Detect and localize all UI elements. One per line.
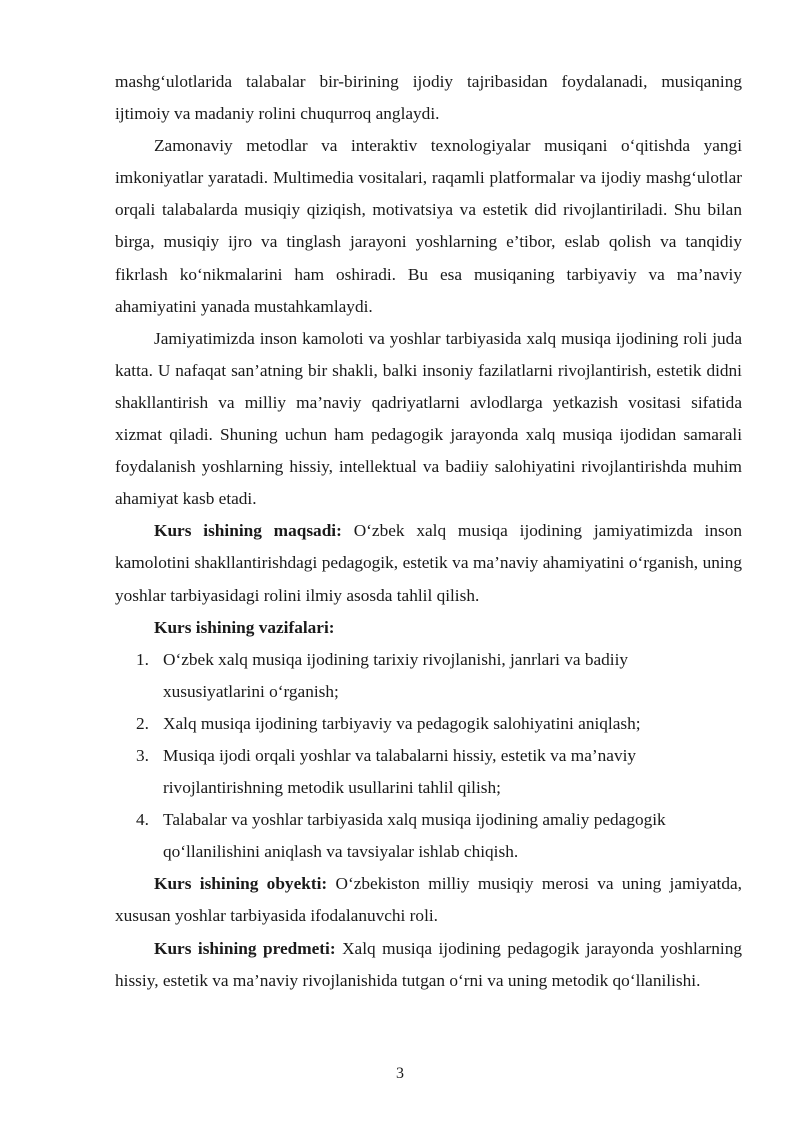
list-item bbox=[115, 708, 742, 740]
tasks-heading: Kurs ishining vazifalari: bbox=[154, 617, 335, 637]
goal-label: Kurs ishining maqsadi: bbox=[154, 521, 342, 541]
list-item-number: 2. bbox=[136, 713, 149, 733]
list-item-text: Xalq musiqa ijodining tarbiyaviy va pedagogik salohiyatini aniqlash; bbox=[163, 713, 641, 733]
subject-paragraph bbox=[115, 933, 742, 997]
list-item-text: Talabalar va yoshlar tarbiyasida xalq musiqa ijodining amaliy pedagogik qo‘llanilishini aniqlash va tavsiyalar ishlab chiqish. bbox=[163, 810, 666, 862]
object-text: O‘zbekiston milliy musiqiy merosi va uning jamiyatda, xususan yoshlar tarbiyasida ifodalanuvchi roli. bbox=[115, 874, 742, 926]
paragraph-continuation: mashg‘ulotlarida talabalar bir-birining ijodiy tajribasidan foydalanadi, musiqaning ijtimoiy va madaniy rolini chuqurroq anglaydi. bbox=[115, 72, 742, 124]
page-number: 3 bbox=[396, 1065, 404, 1082]
list-item-number: 4. bbox=[136, 810, 149, 830]
paragraph-folk-music-role: Jamiyatimizda inson kamoloti va yoshlar tarbiyasida xalq musiqa ijodining roli juda katta. U nafaqat san’atning bir shakli, balki insoniy fazilatlarni rivojlantirish, estetik didni shakllantirish va milliy ma’naviy qadriyatlarni avlodlarga yetkazish vositasi sifatida xizmat qiladi. Shuning uchun ham pedagogik jarayonda xalq musiqa ijodidan samarali foydalanish yoshlarning hissiy, intellektual va badiiy salohiyatini rivojlantirishda muhim ahamiyat kasb etadi. bbox=[115, 328, 742, 509]
list-item-text: O‘zbek xalq musiqa ijodining tarixiy rivojlanishi, janrlari va badiiy xususiyatlarini o‘rganish; bbox=[163, 649, 629, 701]
document-page bbox=[115, 66, 742, 997]
object-label: Kurs ishining obyekti: bbox=[154, 874, 328, 894]
list-item-number: 1. bbox=[136, 649, 149, 669]
subject-label: Kurs ishining predmeti: bbox=[154, 938, 336, 958]
subject-text: Xalq musiqa ijodining pedagogik jarayonda yoshlarning hissiy, estetik va ma’naviy rivojlanishida tutgan o‘rni va uning metodik qo‘llanilishi. bbox=[115, 938, 742, 990]
list-item-text: Musiqa ijodi orqali yoshlar va talabalarni hissiy, estetik va ma’naviy rivojlantirishning metodik usullarini tahlil qilish; bbox=[163, 745, 637, 798]
list-item bbox=[115, 740, 742, 804]
paragraph-modern-methods: Zamonaviy metodlar va interaktiv texnologiyalar musiqani o‘qitishda yangi imkoniyatlar yaratadi. Multimedia vositalari, raqamli platformalar va ijodiy mashg‘ulotlar orqali talabalarda musiqiy qiziqish, motivatsiya va estetik did rivojlantiriladi. Shu bilan birga, musiqiy ijro va tinglash jarayoni yoshlarning e’tibor, eslab qolish va tanqidiy fikrlash ko‘nikmalarini ham oshiradi. Bu esa musiqaning tarbiyaviy va ma’naviy ahamiyatini yanada mustahkamlaydi. bbox=[115, 136, 742, 316]
tasks-list bbox=[115, 644, 742, 869]
goal-text: O‘zbek xalq musiqa ijodining jamiyatimizda inson kamolotini shakllantirishdagi pedagogik, estetik va ma’naviy ahamiyatini o‘rganish, uning yoshlar tarbiyasidagi rolini ilmiy asosda tahlil qilish. bbox=[115, 521, 742, 605]
goal-paragraph bbox=[115, 515, 742, 611]
object-paragraph bbox=[115, 868, 742, 932]
list-item bbox=[115, 804, 742, 868]
list-item bbox=[115, 644, 742, 708]
list-item-number: 3. bbox=[136, 745, 149, 765]
